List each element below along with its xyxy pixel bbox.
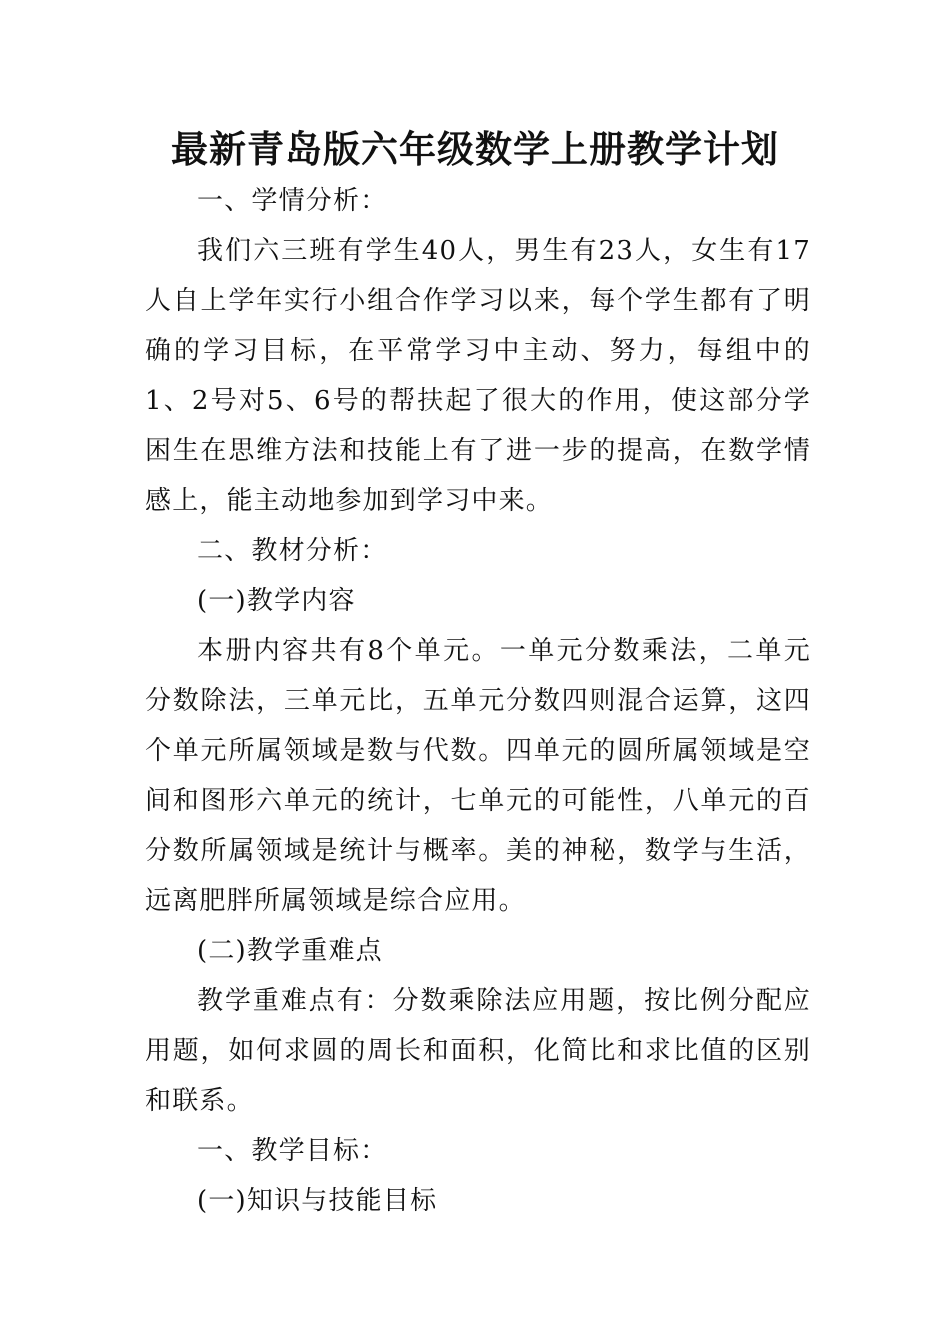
subheading-knowledge-skill-goals: (一)知识与技能目标 bbox=[197, 1186, 438, 1216]
subheading-key-points: (二)教学重难点 bbox=[197, 936, 383, 966]
document-body bbox=[145, 176, 811, 1226]
document-title: 最新青岛版六年级数学上册教学计划 bbox=[171, 128, 779, 171]
paragraph-learning-analysis: 我们六三班有学生40人，男生有23人，女生有17人自上学年实行小组合作学习以来，每个学生都有了明确的学习目标，在平常学习中主动、努力，每组中的1、2号对5、6号的帮扶起了很大的作用，使这部分学困生在思维方法和技能上有了进一步的提高，在数学情感上，能主动地参加到学习中来。 bbox=[145, 236, 811, 516]
subheading-teaching-content: (一)教学内容 bbox=[197, 586, 356, 616]
section-heading-learning-analysis: 一、学情分析： bbox=[197, 186, 388, 216]
paragraph-key-points: 教学重难点有：分数乘除法应用题，按比例分配应用题，如何求圆的周长和面积，化简比和求比值的区别和联系。 bbox=[145, 986, 811, 1116]
paragraph-teaching-content: 本册内容共有8个单元。一单元分数乘法，二单元分数除法，三单元比，五单元分数四则混合运算，这四个单元所属领域是数与代数。四单元的圆所属领域是空间和图形六单元的统计，七单元的可能性，八单元的百分数所属领域是统计与概率。美的神秘，数学与生活，远离肥胖所属领域是综合应用。 bbox=[145, 636, 811, 916]
section-heading-textbook-analysis: 二、教材分析： bbox=[197, 536, 388, 566]
section-heading-teaching-goals: 一、教学目标： bbox=[197, 1136, 388, 1166]
